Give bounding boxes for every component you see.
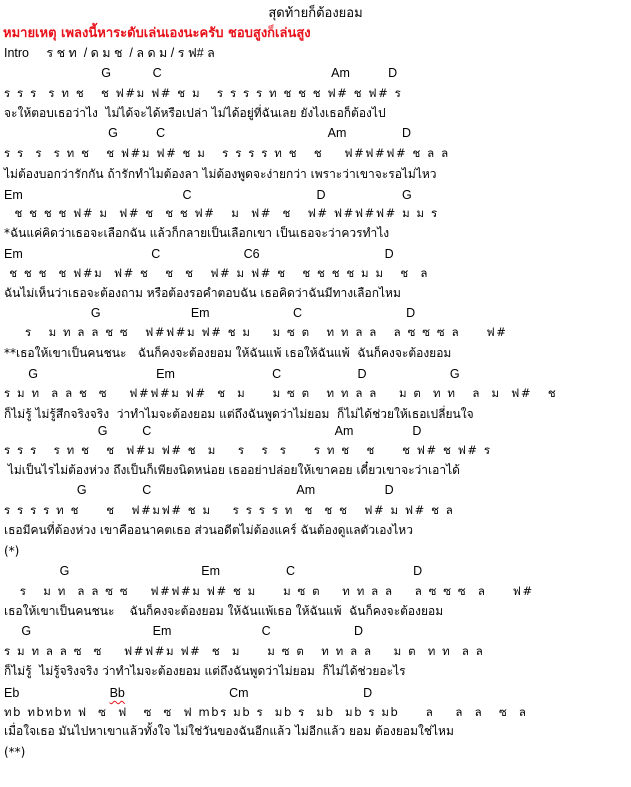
lyric-line: ไม่ต้องบอกว่ารักกัน ถ้ารักทำไมต้องลา ไม่ต้องพูดจะง่ายกว่า เพราะว่าเขาจะรอไม่ไหว bbox=[4, 167, 437, 181]
final-chord-eb: Eb bbox=[4, 686, 110, 700]
marker-line: (*) bbox=[4, 544, 20, 558]
key-note: หมายเหตุ เพลงนี้หาระดับเล่นเองนะครับ ชอบสูงก็เล่นสูง bbox=[3, 26, 311, 41]
lyric-line: จะให้ตอบเธอว่าไง ไม่ได้จะได้หรือเปล่า ไม่ได้อยู่ที่ฉันเลย ยังไงเธอก็ต้องไป bbox=[4, 106, 386, 120]
lyric-line: **เธอให้เขาเป็นคนชนะ ฉันก็คงจะต้องยอม ให้ฉันแพ้ เธอให้ฉันแพ้ ฉันก็คงจะต้องยอม bbox=[4, 346, 452, 360]
final-chord-cm-d: Cm D bbox=[124, 686, 373, 700]
notes-line: ร ม ท ล ล ซ ซ ฟ#ฟ#ม ฟ# ช ม ม ซ ต ท ท ล ล ล ซ ซ ซ ล ฟ# bbox=[4, 584, 534, 598]
final-chord-line bbox=[4, 686, 372, 701]
chords-line: G Em C D bbox=[4, 624, 364, 638]
notes-line: ร ร ร ร ท ช ช ฟ#ม ฟ# ช ม ร ร ร ร ท ช ช ช ฟ# ช ฟ# ร bbox=[4, 443, 492, 457]
intro-line: Intro ร ช ท / ด ม ช / ล ด ม / ร ฟ# ล bbox=[4, 46, 215, 60]
chords-line: G C Am D bbox=[4, 66, 398, 80]
chords-line: G C Am D bbox=[4, 126, 412, 140]
lyric-line: ก็ไม่รู้ ไม่รู้สึกจริงจริง ว่าทำไมจะต้องยอม แต่ถึงฉันพูดว่าไม่ยอม ก็ไม่ได้ช่วยให้เธอเปลี่ยนใจ bbox=[4, 407, 474, 421]
notes-line: ร ร ร ร ท ช ช ฟ#ม ฟ# ช ม ร ร ร ร ท ช ช ฟ#ฟ#ฟ# ช ล ล bbox=[4, 146, 450, 160]
notes-line: ร ม ท ล ล ช ซ ฟ#ฟ#ม ฟ# ช ม ม ซ ต ท ท ล ล ล ซ ซ ซ ล ฟ# bbox=[4, 325, 508, 339]
lyric-line: *ฉันแค่คิดว่าเธอจะเลือกฉัน แล้วก็กลายเป็นเลือกเขา เป็นเธอจะว่าควรทำไง bbox=[4, 226, 390, 240]
chords-line: G C Am D bbox=[4, 483, 394, 497]
notes-line: ร ม ท ล ล ช ซ ฟ#ฟ#ม ฟ# ช ม ม ซ ต ท ท ล ล ม ต ท ท ล ม ฟ# ช bbox=[4, 386, 558, 400]
song-title: สุดท้ายก็ต้องยอม bbox=[268, 6, 363, 21]
final-notes-line: ทb ทbทbท ฟ ซ ฟ ซ ซ ฟ mbร มb ร มb ร มb มb ร มb ล ล ล ซ ล bbox=[4, 705, 528, 719]
lyric-line: เธอมีคนที่ต้องห่วง เขาคืออนาคตเธอ ส่วนอดีตไม่ต้องแคร์ ฉันต้องดูแลตัวเองไหว bbox=[4, 523, 413, 537]
notes-line: ร ม ท ล ล ซ ซ ฟ#ฟ#ม ฟ# ช ม ม ซ ต ท ท ล ล ม ต ท ท ล ล bbox=[4, 644, 485, 658]
lyric-line: ก็ไม่รู้ ไม่รู้จริงจริง ว่าทำไมจะต้องยอม แต่ถึงฉันพูดว่าไม่ยอม ก็ไม่ได้ช่วยอะไร bbox=[4, 664, 406, 678]
chords-line: G Em C D G bbox=[4, 367, 460, 381]
chords-line: G C Am D bbox=[4, 424, 422, 438]
chords-line: Em C C6 D bbox=[4, 247, 394, 261]
lyric-line: ไม่เป็นไรไม่ต้องห่วง ถึงเป็นก็เพียงนิดหน่อย เธออย่าปล่อยให้เขาคอย เดี๋ยวเขาจะว่าเอาได้ bbox=[4, 463, 460, 477]
lyric-line: ฉันไม่เห็นว่าเธอจะต้องถาม หรือต้องรอคำตอบฉัน เธอคิดว่าฉันมีทางเลือกไหม bbox=[4, 286, 401, 300]
notes-line: ร ร ร ร ท ช ช ฟ#มฟ# ช ม ร ร ร ร ท ช ช ช ฟ# ม ฟ# ช ล bbox=[4, 503, 455, 517]
lyric-line: เธอให้เขาเป็นคนชนะ ฉันก็คงจะต้องยอม ให้ฉันแพ้เธอ ให้ฉันแพ้ ฉันก็คงจะต้องยอม bbox=[4, 604, 444, 618]
chords-line: Em C D G bbox=[4, 188, 412, 202]
notes-line: ช ช ช ช ฟ#ม ฟ# ช ช ช ฟ# ม ฟ# ช ช ช ช ช ม ม ช ล bbox=[4, 266, 429, 280]
final-chord-bb: Bb bbox=[109, 686, 125, 700]
chords-line: G Em C D bbox=[4, 306, 416, 320]
notes-line: ช ช ช ช ฟ# ม ฟ# ช ช ช ฟ# ม ฟ# ช ฟ# ฟ#ฟ#ฟ# ม ม ร bbox=[4, 206, 439, 220]
final-lyric-line: เมื่อใจเธอ มันไปหาเขาแล้วทั้งใจ ไม่ใช่วันของฉันอีกแล้ว ไม่อีกแล้ว ยอม ต้องยอมใช่ไหม bbox=[4, 724, 454, 738]
notes-line: ร ร ร ร ท ช ช ฟ#ม ฟ# ช ม ร ร ร ร ท ช ช ช ฟ# ช ฟ# ร bbox=[4, 86, 403, 100]
chorus-repeat-marker: (**) bbox=[4, 745, 26, 759]
chords-line: G Em C D bbox=[4, 564, 423, 578]
